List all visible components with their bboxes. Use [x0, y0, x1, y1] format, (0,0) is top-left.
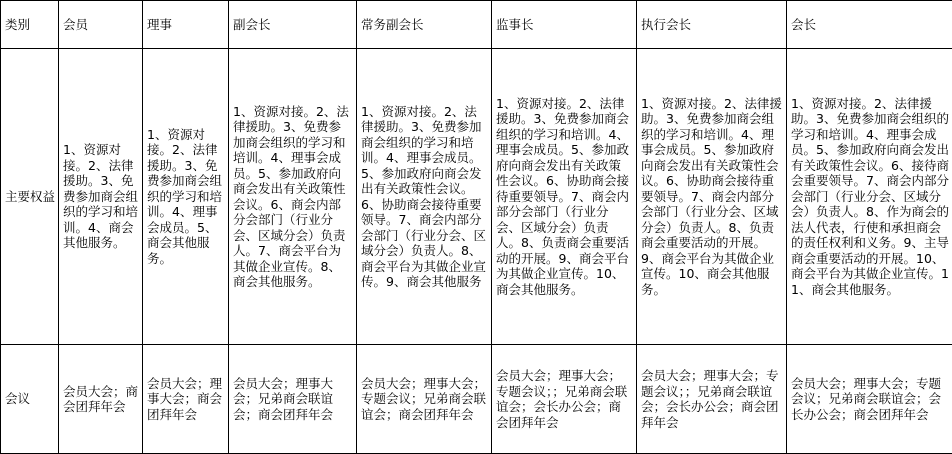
header-category: 类别 — [1, 1, 59, 49]
row-label-meetings: 会议 — [1, 345, 59, 454]
row-label-main-benefits: 主要权益 — [1, 49, 59, 345]
benefits-executive-president: 1、资源对接。2、法律援助。3、免费参加商会组织的学习和培训。4、理事会成员。5、参加政府向商会发出有关政策性会议。6、协助商会接待重要领导。7、商会内部分会部门（行业分会、区域分会）负责人。8、负责商会重要活动的开展。9、商会平台为其做企业宣传。10、商会其他服务。 — [637, 49, 787, 345]
benefits-director: 1、资源对接。2、法律援助。3、免费参加商会组织的学习和培训。4、理事会成员。5、商会其他服务。 — [143, 49, 229, 345]
benefits-executive-vice-president: 1、资源对接。2、法律援助。3、免费参加商会组织的学习和培训。4、理事会成员。5、参加政府向商会发出有关政策性会议。6、协助商会接待重要领导。7、商会内部分会部门（行业分会、区域分会）负责人。8、商会平台为其做企业宣传。9、商会其他服务 — [357, 49, 492, 345]
header-executive-president: 执行会长 — [637, 1, 787, 49]
header-member: 会员 — [59, 1, 143, 49]
meetings-supervisor-chief: 会员大会；理事大会；专题会议；；兄弟商会联谊会；会长办公会；商会团拜年会 — [492, 345, 637, 454]
header-director: 理事 — [143, 1, 229, 49]
benefits-president: 1、资源对接。2、法律援助。3、免费参加商会组织的学习和培训。4、理事会成员。5、参加政府向商会发出有关政策性会议。6、接待商会重要领导。7、商会内部分会部门（行业分会、区域分会）负责人。8、作为商会的法人代表，行使和承担商会的责任权利和义务。9、主导商会重要活动的开展。10、商会平台为其做企业宣传。11、商会其他服务。 — [787, 49, 952, 345]
meetings-vice-president: 会员大会；理事大会；兄弟商会联谊会；商会团拜年会 — [229, 345, 357, 454]
table-row — [1, 345, 952, 454]
benefits-supervisor-chief: 1、资源对接。2、法律援助。3、免费参加商会组织的学习和培训。4、理事会成员。5、参加政府向商会发出有关政策性会议。6、协助商会接待重要领导。7、商会内部分会部门（行业分会、区域分会）负责人。8、负责商会重要活动的开展。9、商会平台为其做企业宣传。10、商会其他服务。 — [492, 49, 637, 345]
meetings-director: 会员大会；理事大会；商会团拜年会 — [143, 345, 229, 454]
table-row — [1, 49, 952, 345]
header-row — [1, 1, 952, 49]
header-president: 会长 — [787, 1, 952, 49]
benefits-vice-president: 1、资源对接。2、法律援助。3、免费参加商会组织的学习和培训。4、理事会成员。5、参加政府向商会发出有关政策性会议。6、商会内部分会部门（行业分会、区域分会）负责人。7、商会平台为其做企业宣传。8、商会其他服务。 — [229, 49, 357, 345]
header-executive-vice-president: 常务副会长 — [357, 1, 492, 49]
meetings-president: 会员大会；理事大会；专题会议；兄弟商会联谊会；会长办公会；商会团拜年会 — [787, 345, 952, 454]
meetings-member: 会员大会；商会团拜年会 — [59, 345, 143, 454]
benefits-member: 1、资源对接。2、法律援助。3、免费参加商会组织的学习和培训。4、商会其他服务。 — [59, 49, 143, 345]
header-vice-president: 副会长 — [229, 1, 357, 49]
header-supervisor-chief: 监事长 — [492, 1, 637, 49]
meetings-executive-vice-president: 会员大会；理事大会；专题会议；兄弟商会联谊会；商会团拜年会 — [357, 345, 492, 454]
meetings-executive-president: 会员大会；理事大会；专题会议；；兄弟商会联谊会；会长办公会；商会团拜年会 — [637, 345, 787, 454]
